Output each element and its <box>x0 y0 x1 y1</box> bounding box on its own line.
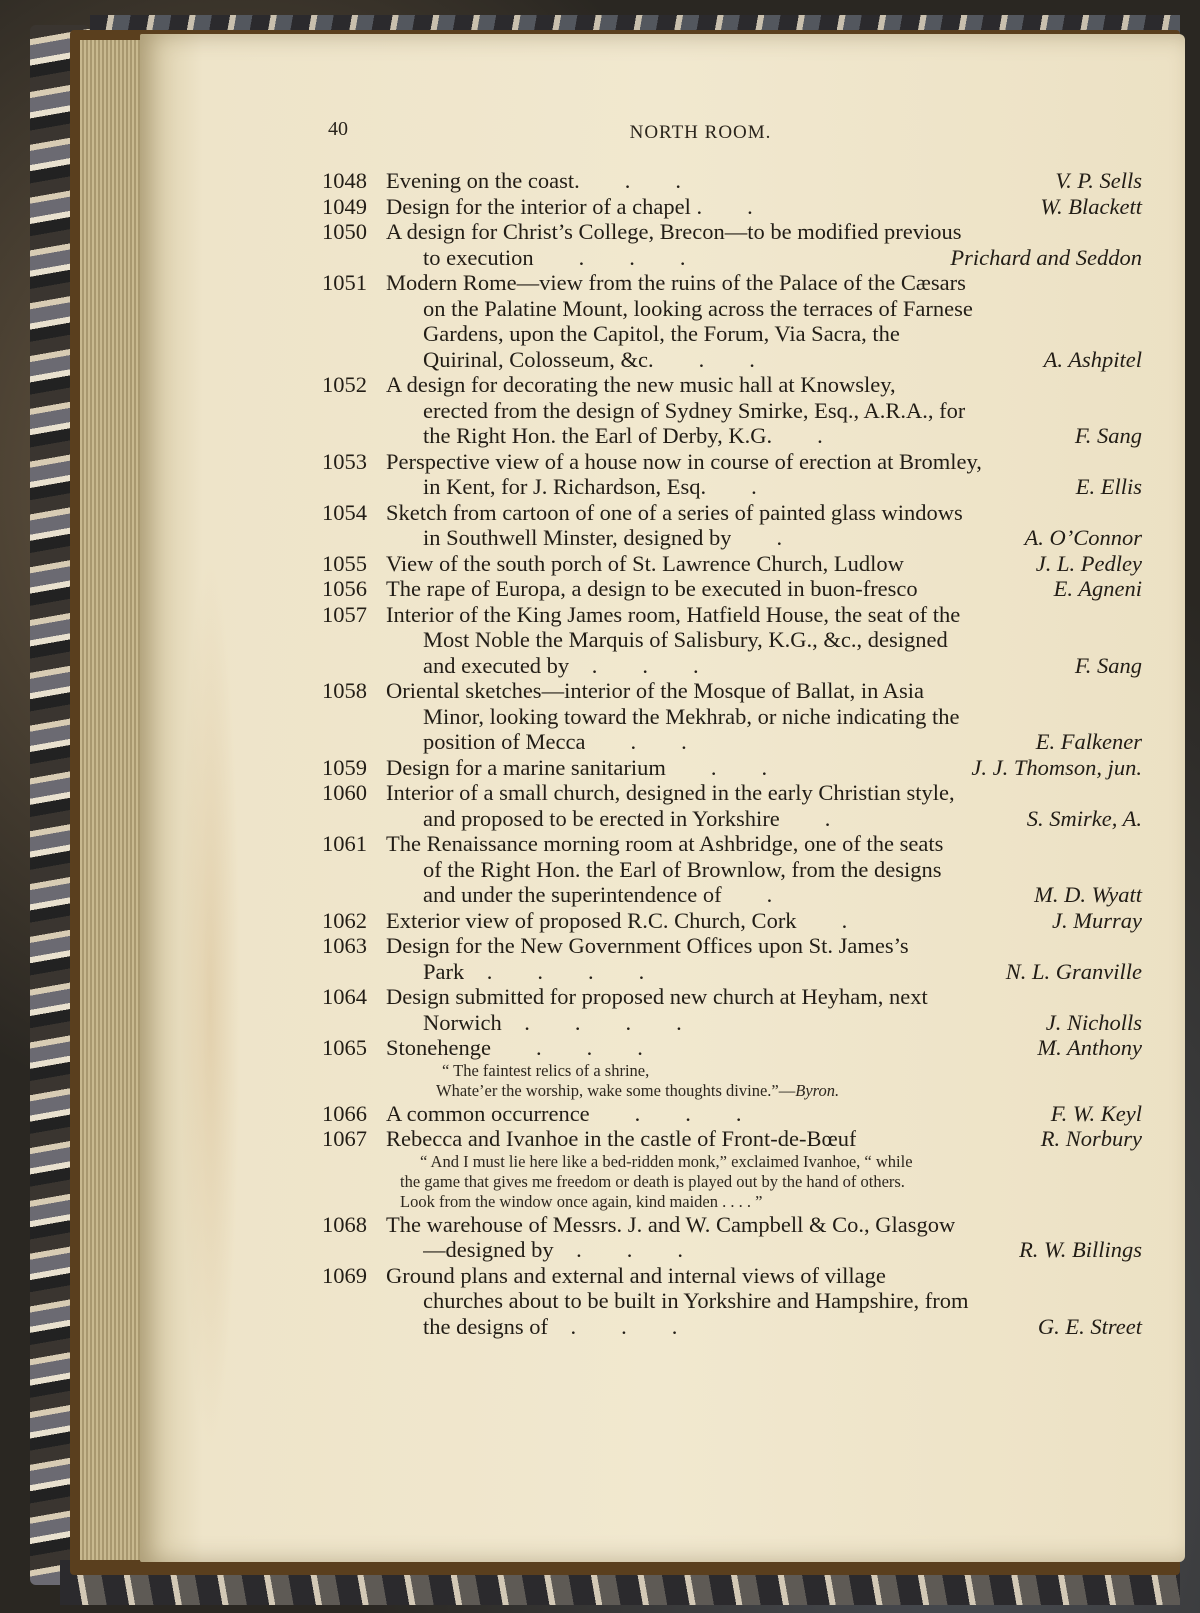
dot-leader: . <box>702 193 753 219</box>
entry-title-line: A design for Christ’s College, Brecon—to be modified previous <box>386 219 962 244</box>
entry-number: 1049 <box>322 193 367 219</box>
entry-title-line: Oriental sketches—interior of the Mosque of Ballat, in Asia <box>386 678 925 703</box>
entry-title-line: Interior of a small church, designed in the early Christian style, <box>386 780 955 805</box>
dot-leader: . . . <box>533 244 686 270</box>
entry-title-line: Evening on the coast <box>386 168 575 193</box>
dot-leader: . . <box>585 729 687 754</box>
entry-title-line: the Right Hon. the Earl of Derby, K.G. <box>423 423 773 448</box>
catalogue-entry <box>322 219 1142 270</box>
dot-leader: . . . <box>553 1237 683 1262</box>
artist-name: A. Ashpitel <box>1043 346 1142 372</box>
artist-name: F. Sang <box>1074 652 1142 678</box>
entry-title-line: on the Palatine Mount, looking across the terraces of Farnese <box>423 295 973 321</box>
catalogue-entry <box>322 1126 1142 1152</box>
paper-stain <box>180 554 240 1454</box>
catalogue-entry <box>322 602 1142 679</box>
entry-title-line: position of Mecca <box>423 729 586 754</box>
entry-number: 1060 <box>322 780 367 805</box>
catalogue-entry <box>322 551 1142 577</box>
artist-name: R. W. Billings <box>1019 1237 1142 1262</box>
entry-title-line: Ground plans and external and internal views of village <box>386 1262 886 1288</box>
catalogue-entry <box>322 780 1142 831</box>
entry-title-line: erected from the design of Sydney Smirke, Esq., A.R.A., for <box>423 397 966 423</box>
artist-name: J. Nicholls <box>1045 1009 1142 1035</box>
entry-title-line: in Southwell Minster, designed by <box>423 525 732 550</box>
artist-name: N. L. Granville <box>1005 958 1142 984</box>
catalogue-entry <box>322 576 1142 602</box>
entry-number: 1063 <box>322 933 367 958</box>
entry-title-line: —designed by <box>423 1237 554 1262</box>
catalogue-entry <box>322 270 1142 372</box>
entry-number: 1061 <box>322 831 367 856</box>
artist-name: A. O’Connor <box>1024 525 1142 550</box>
entry-title-line: to execution <box>423 244 534 270</box>
artist-name: S. Smirke, A. <box>1026 805 1142 831</box>
entry-title-line: Stonehenge <box>386 1035 491 1060</box>
entry-title-line: Design for the interior of a chapel . <box>386 193 703 219</box>
catalogue-entry <box>322 372 1142 449</box>
entry-title-line: Quirinal, Colosseum, &c. <box>423 346 654 372</box>
catalogue-entry <box>322 449 1142 500</box>
dot-leader: . . . <box>547 1313 678 1339</box>
entry-title-line: churches about to be built in Yorkshire and Hampshire, from <box>423 1288 969 1313</box>
entry-title-line: View of the south porch of St. Lawrence Church, Ludlow <box>386 550 904 576</box>
entry-title-line: of the Right Hon. the Earl of Brownlow, from the designs <box>423 856 942 882</box>
artist-name: W. Blackett <box>1040 193 1142 219</box>
entry-title-line: Sketch from cartoon of one of a series of painted glass windows <box>386 499 963 525</box>
artist-name: J. L. Pedley <box>1035 550 1142 576</box>
catalogue-entry <box>322 831 1142 908</box>
dot-leader: . <box>731 525 783 550</box>
artist-name: E. Agneni <box>1053 576 1142 601</box>
dot-leader: . <box>772 423 823 448</box>
catalogue-entry <box>322 1101 1142 1127</box>
artist-name: F. Sang <box>1074 423 1142 448</box>
dot-leader <box>918 576 1054 602</box>
artist-name: F. W. Keyl <box>1050 1100 1142 1126</box>
entry-number: 1069 <box>322 1262 367 1288</box>
dot-leader: . . . . <box>464 958 645 984</box>
dot-leader: . . . <box>490 1035 643 1060</box>
dot-leader: . . <box>665 754 768 780</box>
entry-title-line: in Kent, for J. Richardson, Esq. <box>423 474 707 499</box>
artist-name: M. Anthony <box>1037 1035 1142 1060</box>
entry-number: 1051 <box>322 270 367 295</box>
entry-title-line: A design for decorating the new music hall at Knowsley, <box>386 372 896 397</box>
catalogue-entry <box>322 194 1142 220</box>
catalogue-entry <box>322 933 1142 984</box>
dot-leader: . . . . <box>501 1009 682 1035</box>
epigraph-byron <box>322 1061 1142 1101</box>
entry-title-line: and executed by <box>423 652 570 678</box>
dot-leader <box>856 1126 1040 1152</box>
entry-title-line: Interior of the King James room, Hatfield House, the seat of the <box>386 601 961 627</box>
entry-number: 1055 <box>322 550 367 576</box>
artist-name: M. D. Wyatt <box>1034 882 1142 907</box>
entry-title-line: Modern Rome—view from the ruins of the Palace of the Cæsars <box>386 270 966 295</box>
catalogue-entry <box>322 984 1142 1035</box>
entry-title-line: Gardens, upon the Capitol, the Forum, Via Sacra, the <box>423 321 900 346</box>
dot-leader: . <box>706 474 757 499</box>
entry-number: 1059 <box>322 754 367 780</box>
catalogue-entry <box>322 1035 1142 1061</box>
artist-name: E. Falkener <box>1035 729 1142 754</box>
catalogue-entry <box>322 168 1142 194</box>
catalogue-entry <box>322 500 1142 551</box>
entry-title-line: and proposed to be erected in Yorkshire <box>423 805 780 831</box>
catalogue-entry <box>322 1212 1142 1263</box>
entry-title-line: Norwich <box>423 1009 502 1035</box>
entry-number: 1052 <box>322 372 367 397</box>
page-number: 40 <box>328 118 348 140</box>
dot-leader: . . <box>653 346 755 372</box>
section-title: NORTH ROOM. <box>629 122 772 143</box>
catalogue-entry <box>322 678 1142 755</box>
entry-number: 1054 <box>322 499 367 525</box>
entry-title-line: Exterior view of proposed R.C. Church, Cork <box>386 907 797 933</box>
quote-line: Look from the window once again, kind maiden . . . . ” <box>400 1191 763 1211</box>
entry-number: 1050 <box>322 219 367 244</box>
entry-title-line: and under the superintendence of <box>423 882 722 907</box>
catalogue-entries <box>322 168 1142 1339</box>
entry-number: 1066 <box>322 1100 367 1126</box>
artist-name: E. Ellis <box>1075 474 1142 499</box>
entry-title-line: Perspective view of a house now in course of erection at Bromley, <box>386 448 982 474</box>
catalogue-entry <box>322 1263 1142 1340</box>
running-head <box>328 118 1128 148</box>
entry-number: 1067 <box>322 1126 367 1151</box>
entry-title-line: A common occurrence <box>386 1100 590 1126</box>
dot-leader: . <box>721 882 773 907</box>
quote-attribution: Byron. <box>795 1080 840 1100</box>
artist-name: J. J. Thomson, jun. <box>971 754 1142 780</box>
catalogue-entry <box>322 755 1142 781</box>
artist-name: Prichard and Seddon <box>950 244 1142 270</box>
entry-title-line: Minor, looking toward the Mekhrab, or niche indicating the <box>423 703 960 729</box>
entry-title-line: Park <box>423 958 465 984</box>
entry-title-line: Rebecca and Ivanhoe in the castle of Front-de-Bœuf <box>386 1126 857 1151</box>
quote-line: “ The faintest relics of a shrine, <box>442 1060 650 1080</box>
artist-name: V. P. Sells <box>1055 168 1142 193</box>
entry-title-line: Design for the New Government Offices upon St. James’s <box>386 933 909 958</box>
quote-line: “ And I must lie here like a bed-ridden monk,” exclaimed Ivanhoe, “ while <box>420 1151 913 1171</box>
quote-line: Whate’er the worship, wake some thoughts divine.”— <box>436 1080 796 1100</box>
entry-number: 1058 <box>322 678 367 703</box>
entry-title-line: Design for a marine sanitarium <box>386 754 666 780</box>
quote-line: the game that gives me freedom or death is played out by the hand of others. <box>400 1171 905 1191</box>
entry-number: 1048 <box>322 168 367 193</box>
entry-number: 1062 <box>322 907 367 933</box>
epigraph-ivanhoe <box>322 1152 1142 1212</box>
entry-title-line: The rape of Europa, a design to be executed in buon-fresco <box>386 576 918 601</box>
entry-number: 1064 <box>322 984 367 1009</box>
dot-leader: . <box>796 907 848 933</box>
entry-title-line: Most Noble the Marquis of Salisbury, K.G., &c., designed <box>423 627 948 652</box>
artist-name: J. Murray <box>1052 907 1142 933</box>
dot-leader: . <box>779 805 831 831</box>
entry-title-line: Design submitted for proposed new church at Heyham, next <box>386 984 928 1009</box>
entry-number: 1068 <box>322 1211 367 1237</box>
entry-number: 1065 <box>322 1035 367 1060</box>
entry-title-line: The Renaissance morning room at Ashbridge, one of the seats <box>386 831 944 856</box>
dot-leader: . . . <box>574 168 681 193</box>
artist-name: G. E. Street <box>1037 1313 1142 1339</box>
entry-title-line: the designs of <box>423 1313 548 1339</box>
entry-number: 1056 <box>322 576 367 601</box>
artist-name: R. Norbury <box>1040 1126 1142 1151</box>
entry-number: 1053 <box>322 448 367 474</box>
dot-leader: . . . <box>569 652 699 678</box>
catalogue-entry <box>322 908 1142 934</box>
dot-leader <box>904 551 1036 577</box>
entry-title-line: The warehouse of Messrs. J. and W. Campbell & Co., Glasgow <box>386 1211 956 1237</box>
entry-number: 1057 <box>322 601 367 627</box>
dot-leader: . . . <box>589 1100 742 1126</box>
